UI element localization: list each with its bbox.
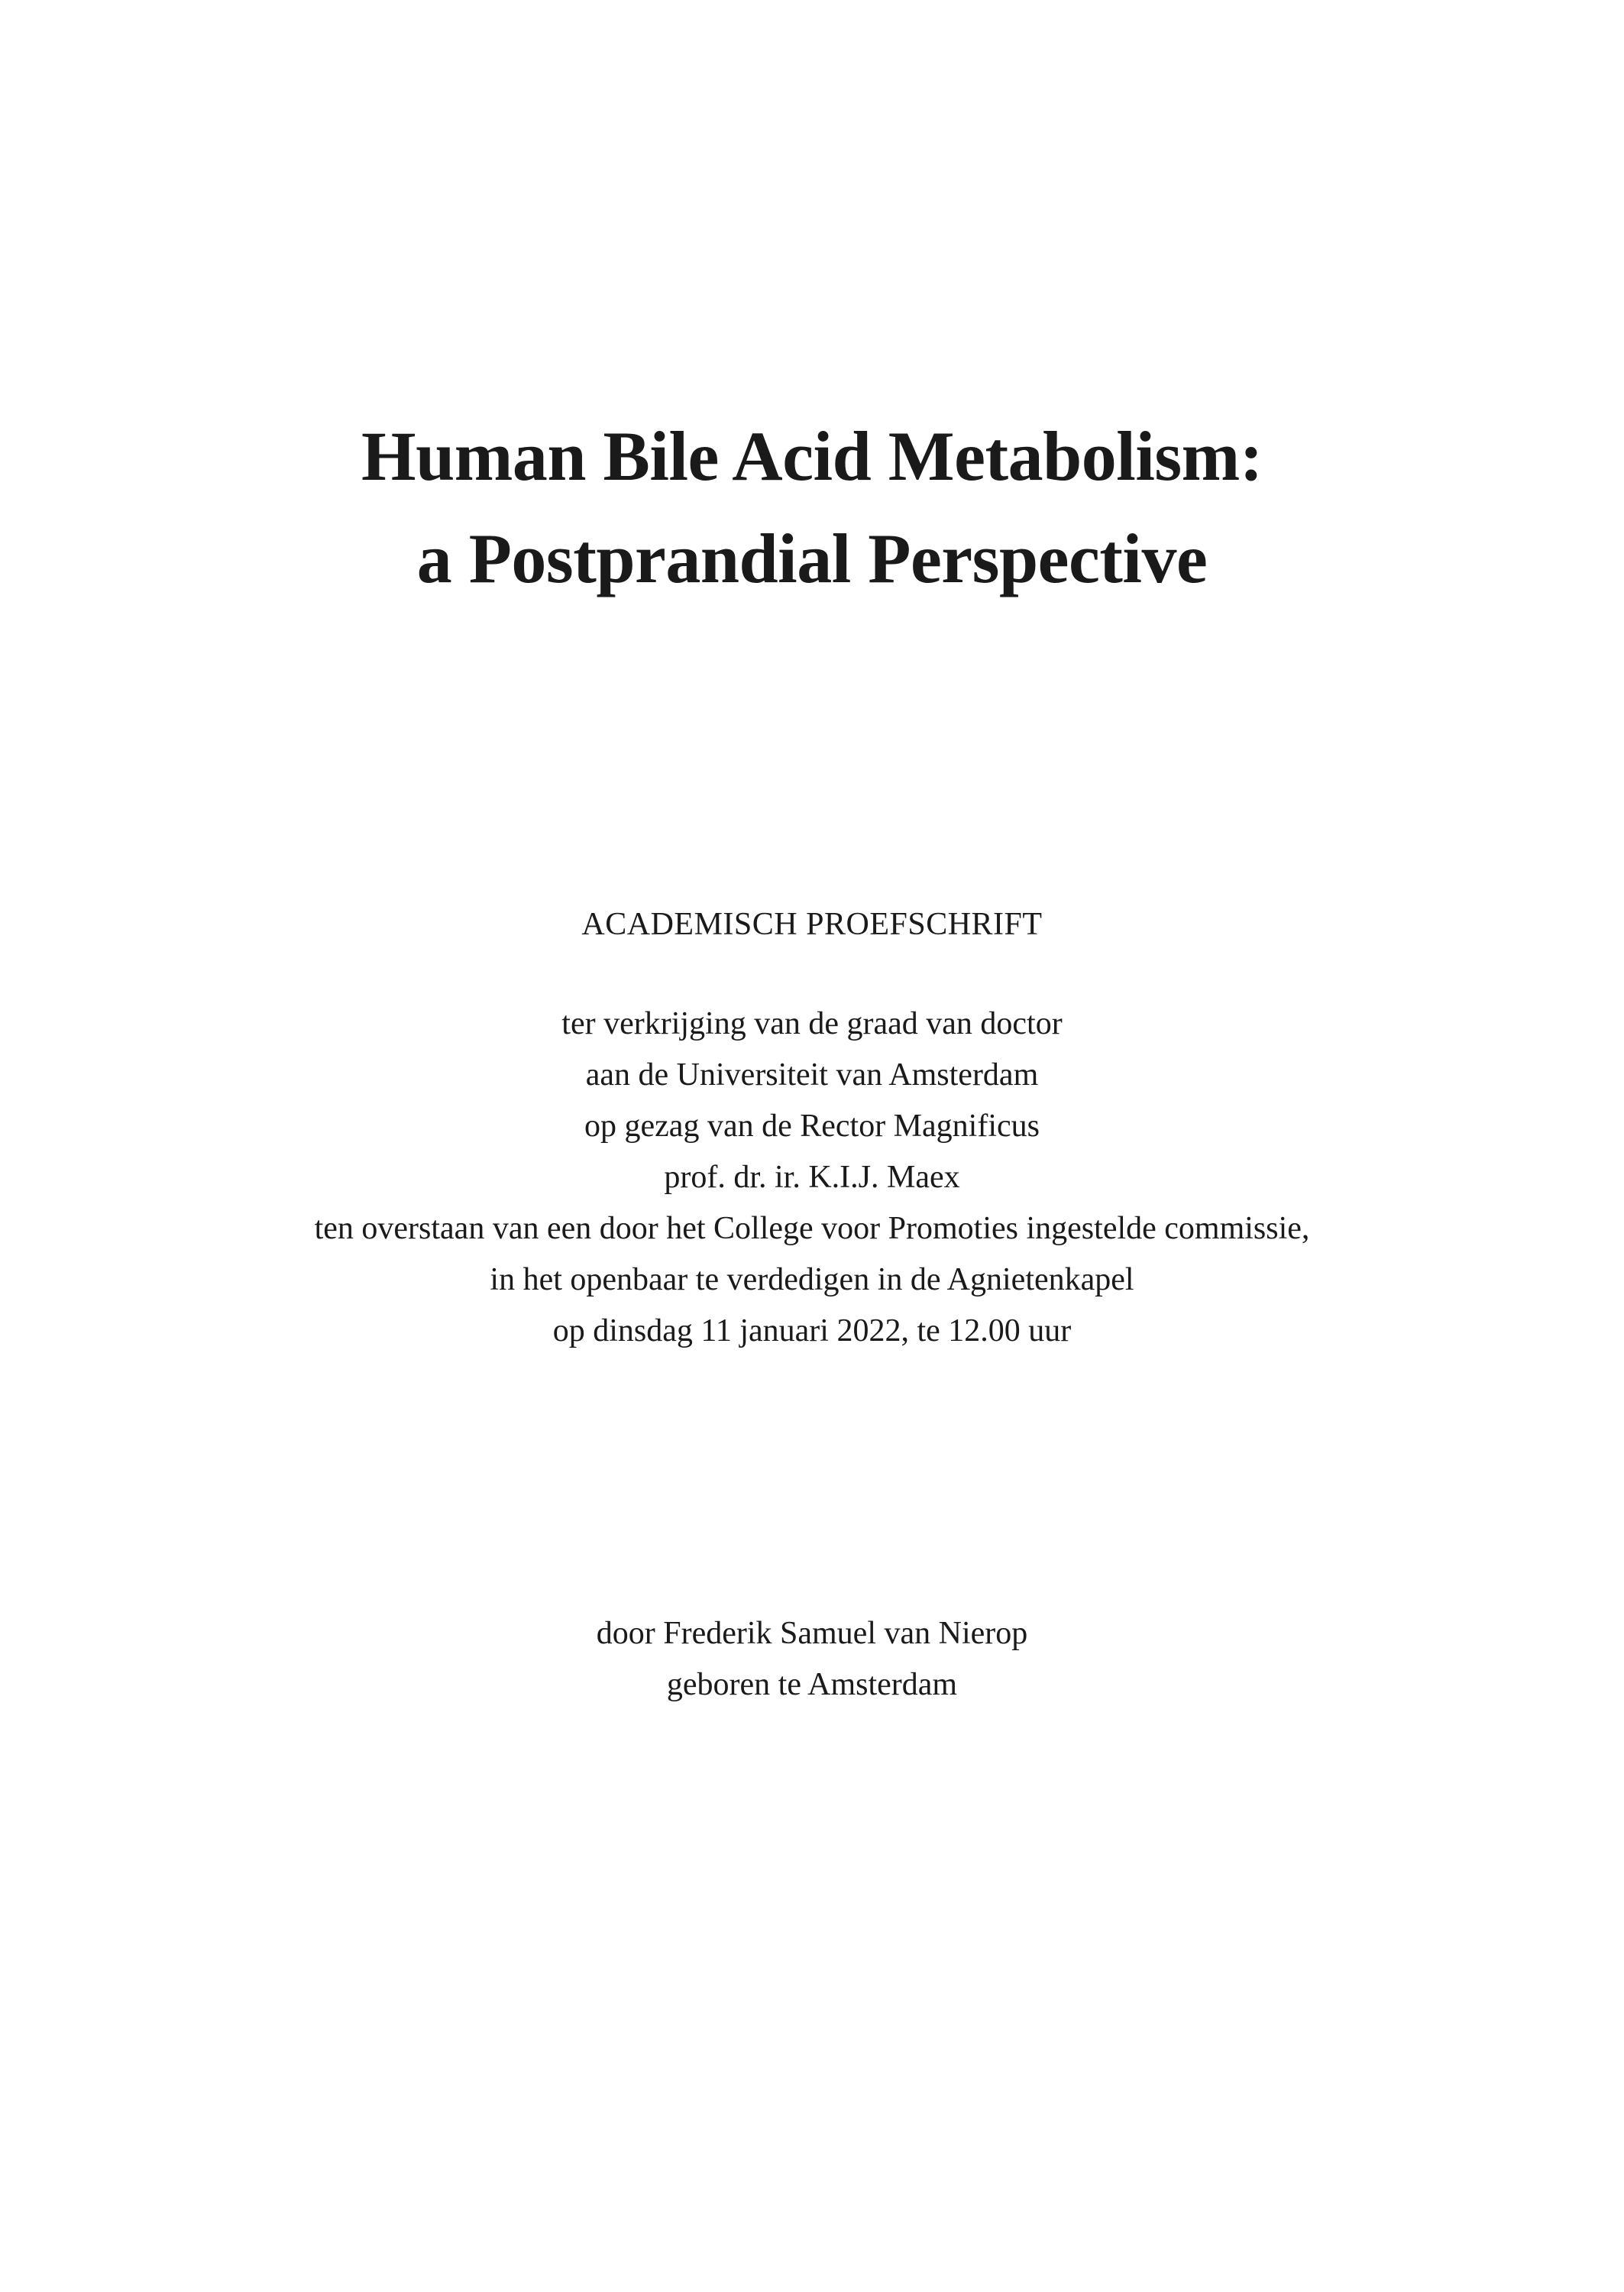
author-block xyxy=(0,1608,1624,1711)
dissertation-label: ACADEMISCH PROEFSCHRIFT xyxy=(581,907,1043,942)
degree-line: aan de Universiteit van Amsterdam xyxy=(585,1057,1039,1093)
author-birthplace: geboren te Amsterdam xyxy=(666,1667,958,1702)
degree-line: prof. dr. ir. K.I.J. Maex xyxy=(664,1160,960,1195)
thesis-title-line-1: Human Bile Acid Metabolism: xyxy=(361,417,1263,495)
degree-line: op gezag van de Rector Magnificus xyxy=(584,1109,1040,1144)
degree-line: op dinsdag 11 januari 2022, te 12.00 uur xyxy=(552,1313,1072,1348)
degree-line: ten overstaan van een door het College voor Promoties ingestelde commissie, xyxy=(314,1211,1310,1246)
author-name: door Frederik Samuel van Nierop xyxy=(596,1616,1028,1651)
thesis-title xyxy=(0,405,1624,610)
degree-line: ter verkrijging van de graad van doctor xyxy=(561,1006,1063,1041)
thesis-title-line-2: a Postprandial Perspective xyxy=(416,520,1208,597)
degree-statement xyxy=(0,999,1624,1357)
degree-line: in het openbaar te verdedigen in de Agnietenkapel xyxy=(490,1262,1134,1297)
